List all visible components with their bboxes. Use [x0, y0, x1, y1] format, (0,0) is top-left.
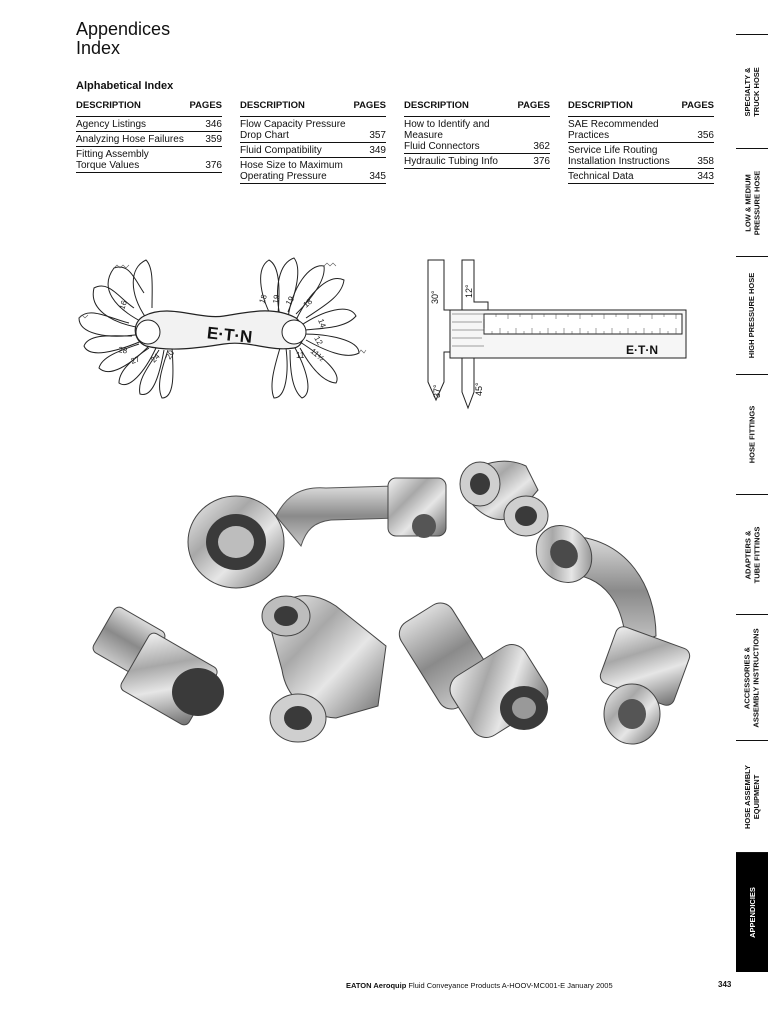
entry-page: 357	[369, 130, 386, 141]
gauge-number: 28	[117, 345, 128, 356]
entry-description: Fluid Compatibility	[240, 145, 322, 156]
entry-description: SAE Recommended Practices	[568, 119, 659, 141]
index-entry	[240, 158, 386, 184]
pages-header: PAGES	[681, 100, 714, 111]
angle-label-45: 45°	[474, 382, 484, 396]
entry-page: 359	[205, 134, 222, 145]
index-entry	[404, 154, 550, 169]
index-entry	[404, 117, 550, 154]
section-tab-label: ADAPTERS & TUBE FITTINGS	[743, 526, 762, 583]
bent-tube-fitting	[188, 478, 446, 588]
entry-page: 376	[533, 156, 550, 167]
entry-page: 356	[697, 130, 714, 141]
gauge-number: 12	[312, 334, 325, 347]
section-tab[interactable]	[736, 852, 768, 972]
entry-page: 343	[697, 171, 714, 182]
angle-label-30: 30°	[430, 290, 440, 304]
entry-description: Analyzing Hose Failures	[76, 134, 184, 145]
thread-gauge-logo: E·T·N	[206, 323, 254, 347]
index-entry	[76, 132, 222, 147]
description-header: DESCRIPTION	[76, 100, 141, 111]
gauge-number: 19	[283, 294, 297, 307]
pages-header: PAGES	[189, 100, 222, 111]
section-tab-label: HOSE ASSEMBLY EQUIPMENT	[743, 764, 762, 829]
description-header: DESCRIPTION	[240, 100, 305, 111]
section-tab[interactable]	[736, 256, 768, 374]
gauge-number: 19	[271, 294, 282, 305]
index-entry	[76, 117, 222, 132]
section-tab-label: HOSE FITTINGS	[747, 405, 757, 464]
caliper-scale	[484, 314, 682, 334]
index-entry	[240, 117, 386, 143]
section-tab[interactable]	[736, 148, 768, 256]
footer-brand: EATON Aeroquip	[346, 981, 407, 990]
jic-elbow-fitting	[525, 514, 692, 744]
gauge-number: 24	[149, 351, 162, 365]
caliper-left-jaw	[428, 260, 450, 400]
footer	[346, 981, 613, 990]
page-number: 343	[718, 980, 732, 989]
index-column	[404, 100, 550, 169]
entry-page: 376	[205, 160, 222, 171]
entry-page: 349	[369, 145, 386, 156]
angle-label-37: 37°	[432, 384, 442, 398]
gauge-number: 11½	[308, 346, 326, 364]
entry-page: 345	[369, 171, 386, 182]
elbow-fitting	[460, 461, 548, 536]
thread-gauge-illustration	[74, 248, 374, 418]
section-tab-label: SPECIALTY & TRUCK HOSE	[743, 66, 761, 117]
straight-adapter	[91, 605, 224, 727]
entry-description: Hose Size to Maximum Operating Pressure	[240, 160, 343, 182]
section-tabs	[736, 34, 768, 974]
gauge-number: 14	[316, 317, 328, 330]
gauge-number: 11	[296, 351, 305, 360]
page-title	[76, 20, 170, 58]
entry-description: Hydraulic Tubing Info	[404, 156, 498, 167]
section-tab[interactable]	[736, 740, 768, 852]
index-entry	[568, 117, 714, 143]
entry-description: Flow Capacity Pressure Drop Chart	[240, 119, 346, 141]
page-title-line2: Index	[76, 38, 121, 58]
section-tab[interactable]	[736, 614, 768, 740]
entry-page: 358	[697, 156, 714, 167]
gauge-pivot-left	[136, 320, 160, 344]
pages-header: PAGES	[517, 100, 550, 111]
column-header	[568, 100, 714, 117]
column-header	[240, 100, 386, 117]
index-entry	[568, 143, 714, 169]
pages-header: PAGES	[353, 100, 386, 111]
gauge-number: 27	[129, 354, 142, 366]
quick-coupling	[394, 598, 554, 744]
caliper-logo: E·T·N	[626, 343, 658, 357]
index-column	[240, 100, 386, 184]
index-column	[568, 100, 714, 184]
page-title-line1: Appendices	[76, 19, 171, 39]
gauge-number: 18	[301, 296, 315, 310]
gauge-pivot-right	[282, 320, 306, 344]
entry-description: Fitting Assembly Torque Values	[76, 149, 149, 171]
description-header: DESCRIPTION	[568, 100, 633, 111]
index-heading: Alphabetical Index	[76, 80, 174, 92]
gauge-number: 20	[163, 348, 177, 361]
entry-description: Agency Listings	[76, 119, 147, 130]
section-tab[interactable]	[736, 494, 768, 614]
section-tab-label: APPENDICIES	[747, 887, 757, 938]
index-entry	[568, 169, 714, 184]
caliper-illustration	[414, 252, 696, 412]
entry-description: How to Identify and Measure Fluid Connectors	[404, 119, 490, 152]
gauge-number: 18	[257, 293, 269, 305]
angle-label-12: 12°	[464, 284, 474, 298]
section-tab-label: HIGH PRESSURE HOSE	[747, 272, 757, 359]
description-header: DESCRIPTION	[404, 100, 469, 111]
column-header	[404, 100, 550, 117]
entry-description: Service Life Routing Installation Instructions	[568, 145, 670, 167]
index-entry	[76, 147, 222, 173]
column-header	[76, 100, 222, 117]
gauge-number: 16	[117, 299, 129, 311]
entry-page: 362	[533, 141, 550, 152]
entry-description: Technical Data	[568, 171, 634, 182]
index-entry	[240, 143, 386, 158]
section-tab[interactable]	[736, 34, 768, 148]
entry-page: 346	[205, 119, 222, 130]
section-tab[interactable]	[736, 374, 768, 494]
street-elbow	[262, 596, 386, 742]
section-tab-label: ACCESSORIES & ASSEMBLY INSTRUCTIONS	[743, 627, 761, 728]
footer-text: Fluid Conveyance Products A-HOOV-MC001-E January 2005	[408, 981, 613, 990]
index-column	[76, 100, 222, 173]
section-tab-label: LOW & MEDIUM PRESSURE HOSE	[743, 170, 762, 235]
hose-fittings-photo	[86, 456, 702, 762]
